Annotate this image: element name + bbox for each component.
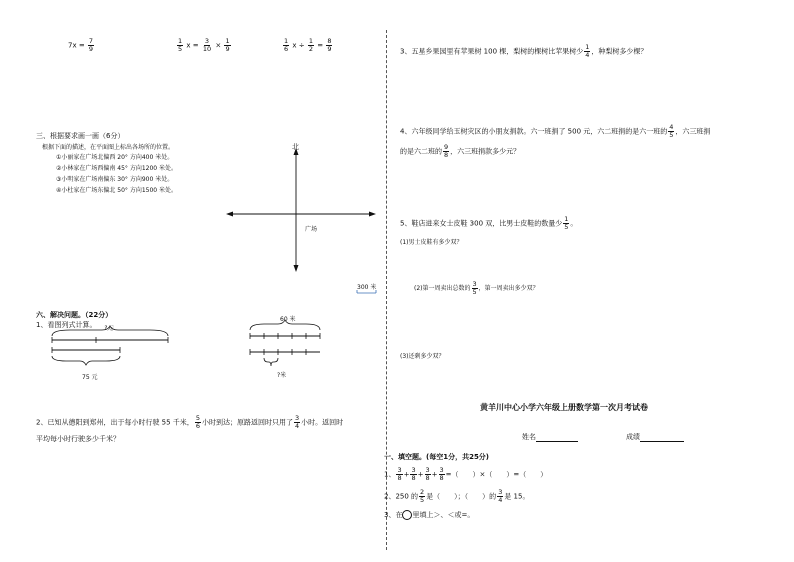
- section3-item-3: ③小明家在广场南偏东 30° 方向900 米处。: [56, 176, 174, 183]
- question-5-part3: (3)还剩多少双？: [400, 353, 445, 360]
- scale-bar: [356, 289, 378, 295]
- diagram2-bottom-label: ?米: [277, 372, 287, 379]
- section6-title: 六、解决问题。（22分）: [36, 311, 113, 319]
- fraction: $\frac{1}{4}$: [585, 43, 590, 59]
- diagram1-bottom-label: 75 元: [82, 374, 98, 381]
- equation-1: 7x = $\frac{7}{9}$: [68, 37, 94, 53]
- section6-sub1: 1、看图列式计算。: [36, 321, 97, 329]
- question-4: 4、六年级同学给玉树灾区的小朋友捐款。六一班捐了 500 元，六二班捐的是六一班的 $\frac{4}{5}$ ，六三班捐: [400, 123, 711, 139]
- question-5: 5、鞋店进来女士皮鞋 300 双，比男士皮鞋的数量少 $\frac{1}{5}$ 。: [400, 215, 578, 231]
- fraction: $\frac{1}{2}$: [308, 37, 313, 53]
- fraction: $\frac{4}{5}$: [669, 123, 674, 139]
- section3-item-4: ④小杜家在广场东偏北 50° 方向1500 米处。: [56, 187, 178, 194]
- fraction: $\frac{3}{10}$: [202, 37, 212, 53]
- diagram2: [248, 320, 328, 372]
- fill-3: 3、在 里填上＞、＜或=。: [384, 511, 475, 519]
- scale-label: 300 米: [357, 284, 377, 291]
- score-field[interactable]: 成绩: [626, 432, 684, 442]
- fraction: $\frac{8}{9}$: [327, 37, 332, 53]
- fraction: $\frac{3}{8}$: [397, 466, 402, 482]
- fraction: $\frac{1}{5}$: [564, 215, 569, 231]
- compass-diagram: [226, 148, 376, 273]
- fraction: $\frac{7}{9}$: [88, 37, 94, 53]
- section3-item-2: ②小林家在广场西偏南 45° 方向1200 米处。: [56, 165, 178, 172]
- fraction: $\frac{1}{5}$: [178, 37, 183, 53]
- question-3: 3、五星乡果园里有苹果树 100 棵，梨树的棵树比苹果树少 $\frac{1}{4}$ ，种梨树多少棵？: [400, 43, 648, 59]
- equation-3: $\frac{1}{6}$ x ÷ $\frac{1}{2}$ = $\frac{8}{9}$: [284, 37, 332, 53]
- question-2-line2: 平均每小时行驶多少千米？: [36, 435, 120, 443]
- section3-item-1: ①小丽家在广场北偏西 20° 方向400 米处。: [56, 154, 174, 161]
- diagram2-top-label: 60 米: [280, 316, 296, 323]
- score-blank[interactable]: [640, 433, 684, 442]
- fraction: $\frac{3}{4}$: [294, 414, 300, 430]
- part1-title: 一、填空题。(每空1分，共25分): [384, 453, 490, 461]
- diagram1-top-label: ?元: [104, 325, 114, 332]
- question-4-line2: 的是六二班的 $\frac{9}{8}$ ，六三班捐款多少元？: [400, 143, 521, 159]
- fraction: $\frac{5}{6}$: [195, 414, 200, 430]
- exam-title: 黄羊川中心小学六年级上册数学第一次月考试卷: [480, 403, 648, 412]
- equation-2: $\frac{1}{5}$ x = $\frac{3}{10}$ × $\frac{1}{9}$: [178, 37, 230, 53]
- question-5-part2: (2)第一周卖出总数的 $\frac{3}{5}$ ，第一周卖出多少双？: [414, 280, 539, 296]
- fraction: $\frac{3}{4}$: [498, 488, 503, 504]
- fraction: $\frac{1}{9}$: [225, 37, 230, 53]
- name-field[interactable]: 姓名: [522, 432, 578, 442]
- section3-instruction: 根据下面的描述，在平面图上标出各场所的位置。: [42, 144, 175, 151]
- diagram1: [50, 328, 180, 370]
- fill-1: 1、 $\frac{3}{8}$ + $\frac{3}{8}$ + $\frac{3}{8}$ + $\frac{3}{8}$ =（ ）×（ ）=（ ）: [384, 466, 548, 482]
- circle-blank-icon: [402, 510, 412, 520]
- question-2: 2、已知从德阳到郑州，出于每小时行驶 55 千米， $\frac{5}{6}$ 小时到达；原路返回时只用了 $\frac{3}{4}$ 小时。返回时: [36, 414, 344, 430]
- fraction: $\frac{3}{8}$: [411, 466, 416, 482]
- section3-title: 三、根据要求画一画（6分）: [36, 132, 125, 140]
- fill-2: 2、250 的 $\frac{2}{5}$ 是（ ）；（ ）的 $\frac{3}{4}$ 是 15。: [384, 488, 530, 504]
- plaza-label: 广场: [305, 226, 318, 233]
- fraction: $\frac{9}{8}$: [444, 143, 449, 159]
- fraction: $\frac{3}{8}$: [439, 466, 444, 482]
- question-5-part1: (1)男士皮鞋有多少双？: [400, 239, 463, 246]
- fraction: $\frac{3}{5}$: [472, 280, 477, 296]
- fraction: $\frac{2}{5}$: [420, 488, 425, 504]
- north-label: 北: [292, 143, 299, 151]
- fraction: $\frac{3}{8}$: [425, 466, 430, 482]
- fraction: $\frac{1}{6}$: [284, 37, 289, 53]
- name-blank[interactable]: [536, 433, 578, 442]
